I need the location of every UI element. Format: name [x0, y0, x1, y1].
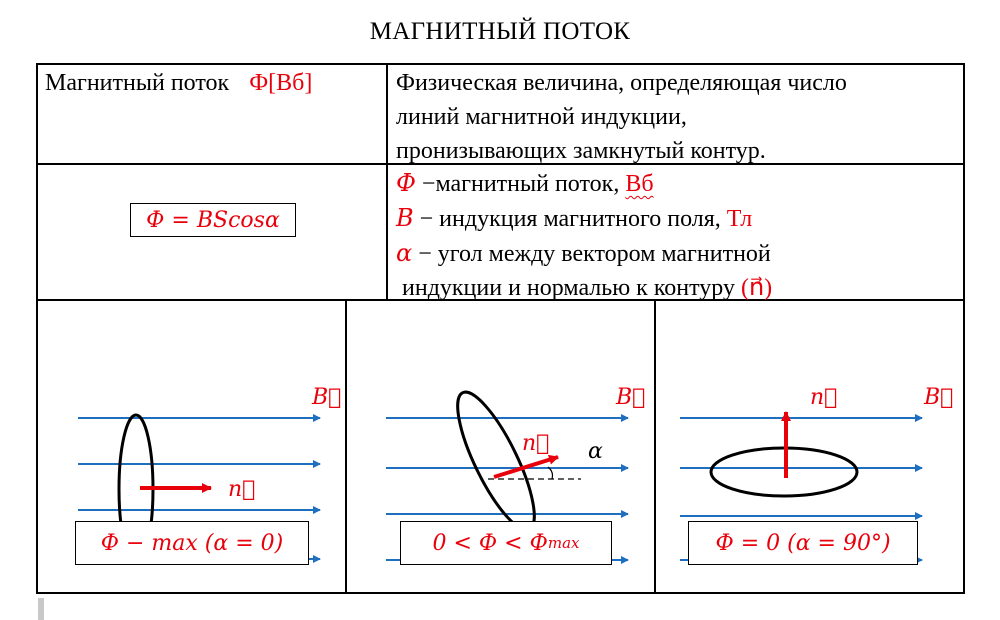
n-vector-label: n⃗ [228, 477, 256, 502]
definition-line: линий магнитной индукции, [396, 104, 687, 130]
table-border-bottom [36, 592, 965, 594]
term-cell [45, 66, 312, 100]
term-symbol: Ф[Вб] [249, 70, 313, 96]
table-border-top [36, 63, 965, 65]
partial-flux-formula [400, 521, 612, 565]
legend-line [396, 166, 961, 201]
legend-line [396, 201, 961, 236]
legend-unit: Вб [625, 171, 654, 197]
legend-text: индукции и нормалью к контуру [402, 275, 741, 301]
n-vector-label: n⃗ [810, 385, 838, 410]
partial-flux-formula-main: 0 < Ф < Ф [432, 530, 548, 556]
legend-symbol: Ф [396, 169, 416, 197]
legend-text: − индукция магнитного поля, [413, 206, 727, 232]
term-label: Магнитный поток [45, 70, 230, 96]
legend-text: − угол между вектором магнитной [412, 241, 771, 267]
flux-formula: Ф = BScosα [130, 203, 296, 237]
legend-symbol: α [396, 239, 413, 267]
text-cursor-marker [38, 598, 44, 620]
definition-line: пронизывающих замкнутый контур. [396, 138, 766, 164]
definition-cell [396, 66, 961, 168]
b-vector-label: B⃗ [924, 385, 954, 410]
b-vector-label: B⃗ [616, 385, 646, 410]
max-flux-formula: Ф − max (α = 0) [75, 521, 309, 565]
legend-cell [396, 166, 961, 305]
definition-line: Физическая величина, определяющая число [396, 70, 847, 96]
column-divider [386, 63, 388, 300]
b-vector-label: B⃗ [312, 385, 342, 410]
legend-symbol: B [396, 204, 414, 232]
page-title: МАГНИТНЫЙ ПОТОК [369, 18, 631, 45]
alpha-label: α [588, 439, 603, 464]
legend-unit: Тл [726, 206, 753, 232]
partial-flux-formula-subscript: max [547, 534, 580, 552]
n-vector-label: n⃗ [522, 431, 550, 456]
contour-loop [444, 383, 548, 538]
legend-line [396, 236, 961, 271]
zero-flux-formula: Ф = 0 (α = 90°) [688, 521, 918, 565]
legend-text: −магнитный поток, [415, 171, 626, 197]
magnetic-flux-table [36, 63, 965, 594]
legend-unit: (n⃗) [740, 275, 773, 301]
